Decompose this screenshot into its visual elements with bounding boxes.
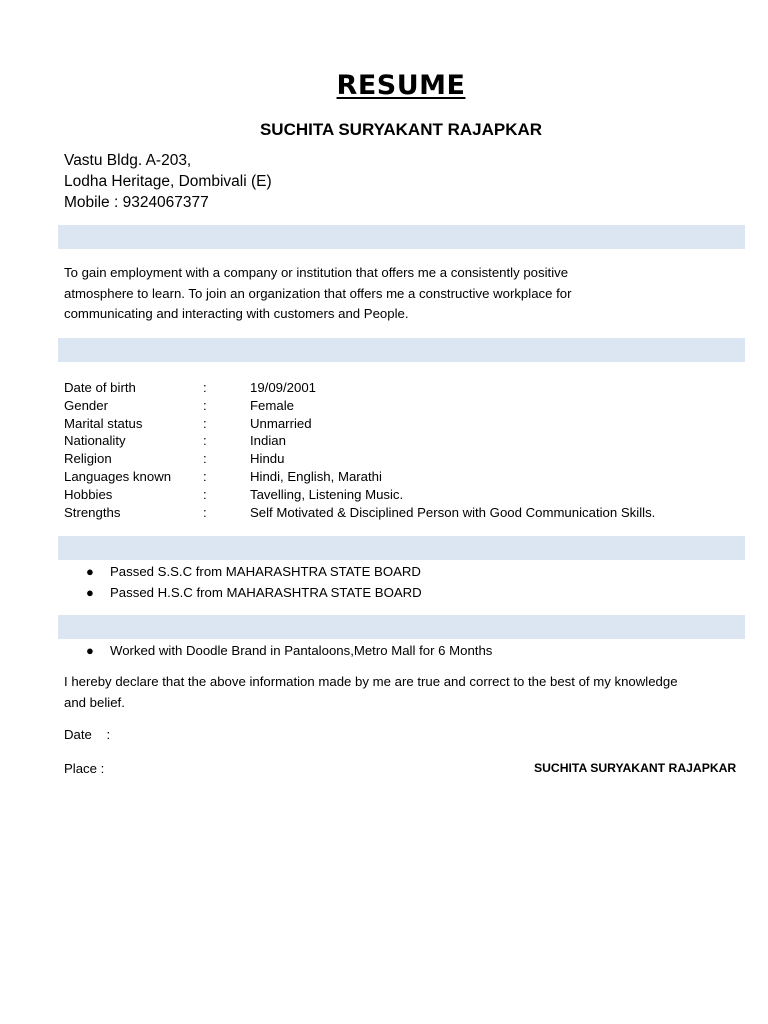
- detail-label: Nationality: [64, 433, 126, 449]
- declaration-line: I hereby declare that the above information made by me are true and correct to the best of my knowledge: [64, 674, 678, 689]
- bullet-icon: ●: [86, 564, 94, 579]
- detail-value: 19/09/2001: [250, 380, 317, 395]
- signature-name: SUCHITA SURYAKANT RAJAPKAR: [534, 761, 737, 775]
- detail-separator: :: [203, 380, 207, 395]
- detail-separator: :: [203, 415, 207, 431]
- detail-value: Unmarried: [250, 415, 312, 431]
- declaration-paragraph: [64, 672, 754, 713]
- objective-line: atmosphere to learn. To join an organization that offers me a constructive workplace for: [64, 285, 572, 301]
- detail-row: [64, 379, 744, 397]
- objective-line: communicating and interacting with customers and People.: [64, 306, 409, 321]
- detail-value: Self Motivated & Disciplined Person with Good Communication Skills.: [250, 504, 656, 520]
- detail-row: [64, 450, 744, 468]
- objective-section-band: [58, 225, 745, 249]
- detail-row: [64, 486, 744, 504]
- detail-value: Female: [250, 397, 294, 413]
- detail-separator: :: [203, 486, 207, 502]
- detail-value: Hindi, English, Marathi: [250, 468, 382, 484]
- education-item: Passed H.S.C from MAHARASHTRA STATE BOARD: [110, 584, 422, 600]
- objective-line: To gain employment with a company or institution that offers me a consistently positive: [64, 265, 569, 280]
- resume-title: RESUME: [336, 70, 466, 101]
- address-block: [64, 150, 272, 213]
- detail-separator: :: [203, 433, 207, 449]
- declaration-line: and belief.: [64, 694, 125, 710]
- detail-separator: :: [203, 397, 207, 413]
- detail-row: [64, 397, 744, 415]
- detail-row: [64, 504, 744, 522]
- candidate-name: SUCHITA SURYAKANT RAJAPKAR: [259, 120, 543, 139]
- personal-details-section-band: [58, 338, 745, 362]
- detail-label: Gender: [64, 397, 108, 413]
- detail-value: Hindu: [250, 451, 285, 467]
- detail-label: Marital status: [64, 415, 143, 431]
- place-label: Place :: [64, 761, 105, 776]
- detail-separator: :: [203, 504, 207, 520]
- education-item: Passed S.S.C from MAHARASHTRA STATE BOARD: [110, 564, 421, 579]
- address-line-1: Vastu Bldg. A-203,: [64, 152, 192, 169]
- detail-value: Indian: [250, 433, 286, 449]
- detail-separator: :: [203, 451, 207, 467]
- date-label: Date :: [64, 727, 111, 742]
- detail-row: [64, 468, 744, 486]
- detail-row: [64, 415, 744, 433]
- detail-label: Strengths: [64, 504, 121, 520]
- mobile-number: Mobile : 9324067377: [64, 194, 209, 211]
- detail-separator: :: [203, 468, 207, 484]
- bullet-icon: ●: [86, 643, 94, 658]
- education-section-band: [58, 536, 745, 560]
- detail-label: Languages known: [64, 468, 172, 484]
- address-line-2: Lodha Heritage, Dombivali (E): [64, 173, 272, 190]
- detail-value: Tavelling, Listening Music.: [250, 486, 404, 502]
- detail-label: Religion: [64, 451, 112, 467]
- bullet-icon: ●: [86, 584, 94, 600]
- detail-row: [64, 432, 744, 450]
- experience-item: Worked with Doodle Brand in Pantaloons,Metro Mall for 6 Months: [110, 643, 493, 658]
- personal-details-table: [64, 379, 744, 521]
- experience-section-band: [58, 615, 745, 639]
- detail-label: Date of birth: [64, 380, 136, 395]
- detail-label: Hobbies: [64, 486, 113, 502]
- objective-paragraph: [64, 263, 704, 325]
